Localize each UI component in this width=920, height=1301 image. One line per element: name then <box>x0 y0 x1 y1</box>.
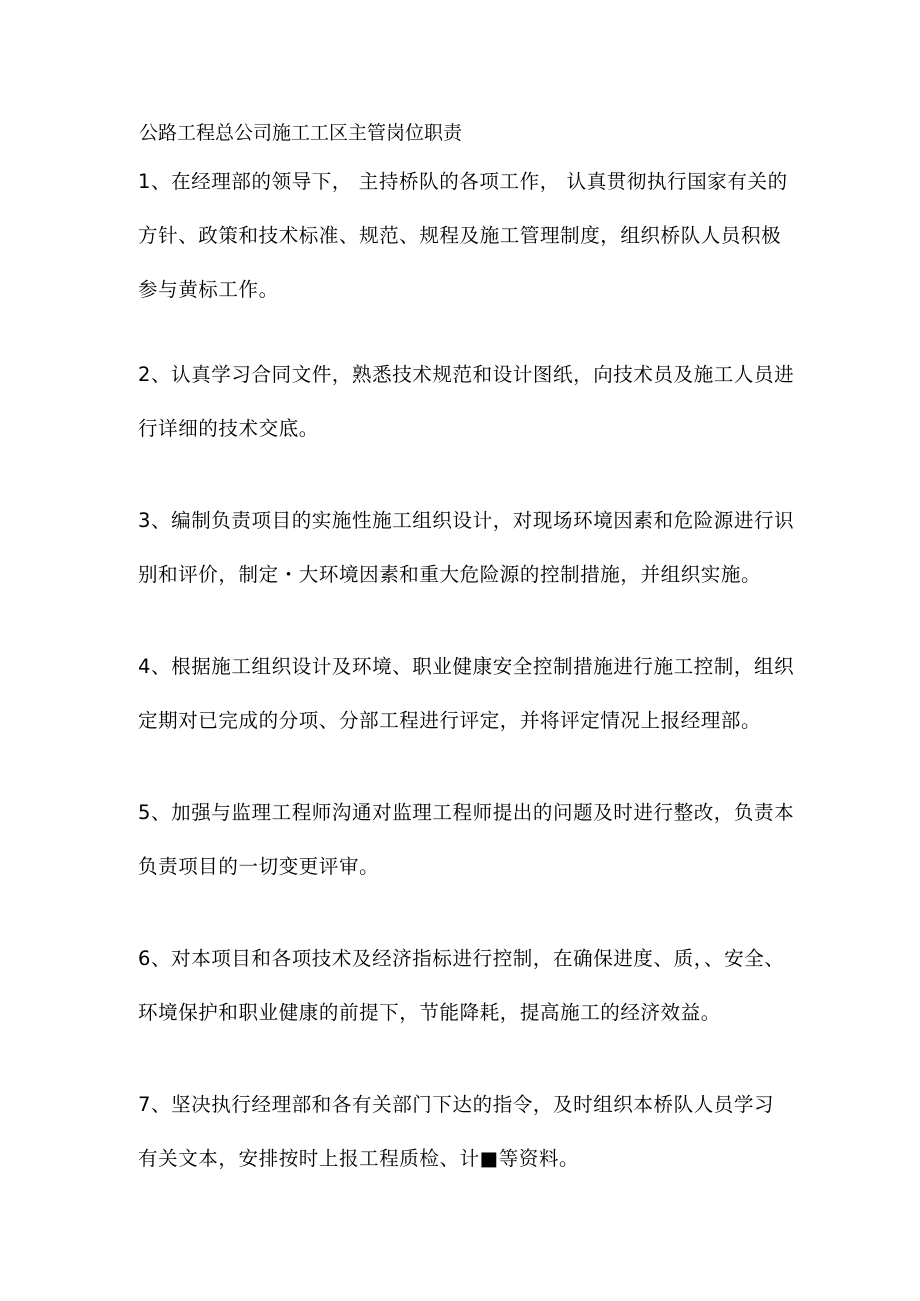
paragraph-4 <box>138 640 798 748</box>
paragraph-line: 6、对本项目和各项技术及经济指标进行控制，在确保进度、质，、安全、 <box>138 947 785 970</box>
paragraph-line: 定期对已完成的分项、分部工程进行评定，并将评定情况上报经理部。 <box>138 709 762 732</box>
paragraph-line: 负责项目的一切变更评审。 <box>138 855 380 878</box>
paragraph-1 <box>138 155 798 317</box>
paragraph-line: 行详细的技术交底。 <box>138 417 319 440</box>
paragraph-3 <box>138 494 798 602</box>
paragraph-7 <box>138 1078 798 1186</box>
paragraph-line: 环境保护和职业健康的前提下，节能降耗，提高施工的经济效益。 <box>138 1001 721 1024</box>
paragraph-line: 7、坚决执行经理部和各有关部门下达的指令，及时组织本桥队人员学习 <box>138 1093 775 1116</box>
paragraph-line: 别和评价，制定・大环境因素和重大危险源的控制措施，并组织实施。 <box>138 563 762 586</box>
paragraph-line: 5、加强与监理工程师沟通对监理工程师提出的问题及时进行整改，负责本 <box>138 801 795 824</box>
paragraph-6 <box>138 932 798 1040</box>
paragraph-line: 2、认真学习合同文件，熟悉技术规范和设计图纸，向技术员及施工人员进 <box>138 363 795 386</box>
paragraph-line: 1、在经理部的领导下， 主持桥队的各项工作， 认真贯彻执行国家有关的 <box>138 170 788 193</box>
paragraph-line: 方针、政策和技术标准、规范、规程及施工管理制度，组织桥队人员积极 <box>138 224 782 247</box>
paragraph-5 <box>138 786 798 894</box>
paragraph-line: 参与黄标工作。 <box>138 278 279 301</box>
paragraph-line: 有关文本，安排按时上报工程质检、计■等资料。 <box>138 1147 580 1170</box>
paragraph-line: 4、根据施工组织设计及环境、职业健康安全控制措施进行施工控制，组织 <box>138 655 795 678</box>
paragraph-line: 3、编制负责项目的实施性施工组织设计，对现场环境因素和危险源进行识 <box>138 509 795 532</box>
paragraph-2 <box>138 348 798 456</box>
document-title: 公路工程总公司施工工区主管岗位职责 <box>139 122 463 144</box>
